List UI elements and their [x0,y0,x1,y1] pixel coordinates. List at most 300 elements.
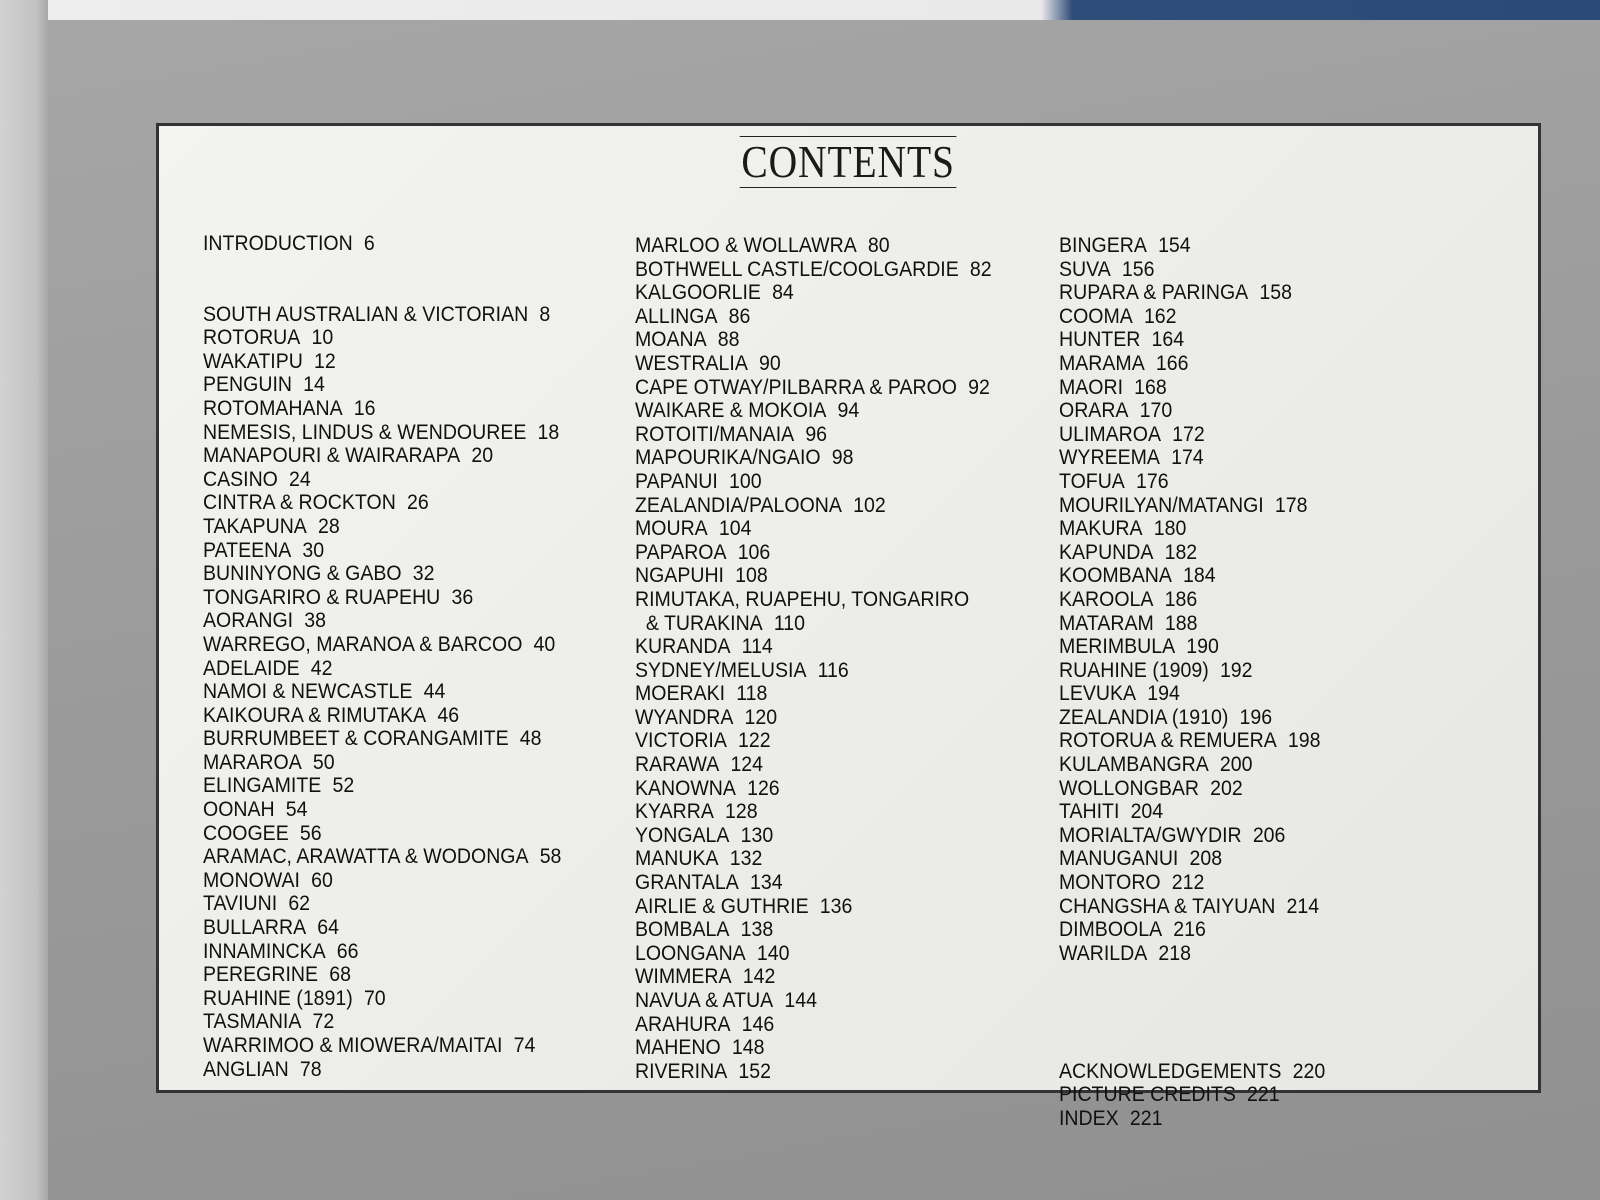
entry-page-number: 104 [718,517,752,541]
entry-title: MOERAKI [635,682,726,706]
entry-page-number: 98 [831,446,854,470]
contents-entry [203,845,561,869]
entry-title: MANUKA [635,847,719,871]
entry-page-number: 74 [513,1034,536,1057]
entry-title: KAIKOURA & RIMUTAKA [203,703,427,727]
entry-title: MANAPOURI & WAIRARAPA [203,444,461,468]
entry-page-number: 218 [1158,941,1192,965]
contents-entry [203,421,561,445]
entry-title: BOTHWELL CASTLE/COOLGARDIE [635,257,959,281]
entry-title: KALGOORLIE [635,281,761,305]
contents-entry [1059,942,1325,966]
contents-entry [203,774,561,798]
contents-column-2 [635,234,1019,1083]
entry-page-number: 142 [742,965,776,989]
contents-entry [1059,895,1325,919]
contents-column-1 [203,232,588,1081]
entry-title: RIMUTAKA, RUAPEHU, TONGARIRO [635,587,970,611]
contents-entry [203,680,561,704]
entry-page-number: 194 [1147,682,1180,706]
contents-entry [635,682,992,706]
entry-title: TOFUA [1059,469,1125,493]
contents-entry [203,303,561,327]
entry-page-number: 214 [1286,894,1320,918]
entry-title: ROTOMAHANA [203,396,343,420]
entry-title: VICTORIA [635,729,727,753]
entry-title: INTRODUCTION [203,232,353,255]
background-strip [48,0,1600,20]
entry-page-number: 114 [741,635,773,659]
contents-entry [1059,328,1325,352]
contents-entry [635,423,992,447]
entry-page-number: 60 [311,868,333,892]
entry-title: CHANGSHA & TAIYUAN [1059,894,1276,918]
entry-title: RUAHINE (1891) [203,986,353,1010]
entry-page-number: 134 [749,871,783,895]
entry-title: ARAMAC, ARAWATTA & WODONGA [203,845,529,869]
page-title: CONTENTS [741,136,956,187]
entry-title: MONOWAI [203,868,300,892]
entry-page-number: 96 [805,422,828,446]
entry-title: SOUTH AUSTRALIAN & VICTORIAN [203,302,529,326]
entry-page-number: 120 [744,705,778,729]
contents-entry [1059,305,1325,329]
contents-entry [1059,706,1325,730]
contents-entry [1059,729,1325,753]
entry-title: TAVIUNI [203,892,278,916]
title-block [159,136,1538,188]
contents-entry [635,1060,992,1084]
entry-page-number: 124 [730,753,764,777]
entry-page-number: 116 [817,658,849,682]
entry-title: NAVUA & ATUA [635,989,774,1012]
entry-title: MORIALTA/GWYDIR [1059,823,1242,847]
entry-page-number: 58 [539,845,562,869]
contents-entry [1059,352,1325,376]
entry-page-number: 64 [317,916,340,940]
entry-page-number: 44 [423,680,446,704]
entry-page-number: 102 [853,493,886,517]
entry-page-number: 92 [968,375,990,399]
entry-title: RIVERINA [635,1059,728,1083]
entry-title: SUVA [1059,257,1111,281]
entry-page-number: 138 [740,918,774,942]
entry-page-number: 182 [1164,540,1198,564]
contents-entry [203,515,561,539]
contents-entry [203,562,561,586]
contents-entry [1059,564,1325,588]
entry-page-number: 8 [539,302,551,326]
entry-title: KYARRA [635,800,714,824]
contents-entry [203,539,561,563]
entry-title: LOONGANA [635,941,746,965]
entry-title: & TURAKINA [635,611,763,635]
entry-title: ACKNOWLEDGEMENTS [1059,1059,1282,1083]
entry-title: BURRUMBEET & CORANGAMITE [203,727,509,751]
contents-entry [635,895,992,919]
entry-title: AIRLIE & GUTHRIE [635,894,809,918]
contents-entry [1059,541,1325,565]
entry-page-number: 146 [741,1012,775,1036]
contents-entry [203,751,561,775]
entry-title: CASINO [203,467,278,491]
contents-entry [635,612,992,636]
contents-entry [203,232,561,256]
contents-entry [635,541,992,565]
entry-title: HUNTER [1059,328,1141,352]
contents-entry [203,940,561,964]
entry-title: TASMANIA [203,1010,302,1034]
entry-title: KOOMBANA [1059,564,1172,588]
contents-entry [635,659,992,683]
contents-entry [635,824,992,848]
entry-title: MOURA [635,517,708,541]
entry-title: MONTORO [1059,871,1161,895]
entry-title: MERIMBULA [1059,635,1176,659]
contents-entry [635,989,992,1013]
entry-title: KAPUNDA [1059,540,1154,564]
entry-title: KURANDA [635,635,731,659]
entry-page-number: 220 [1292,1059,1326,1083]
contents-entry [635,328,992,352]
entry-title: KULAMBANGRA [1059,753,1209,777]
entry-page-number: 122 [738,729,771,753]
entry-page-number: 164 [1151,328,1185,352]
section-spacer [1059,1036,1345,1060]
entry-page-number: 162 [1143,304,1177,328]
entry-page-number: 132 [729,847,763,871]
entry-page-number: 206 [1252,823,1286,847]
entry-title: WYREEMA [1059,446,1160,470]
entry-page-number: 166 [1155,351,1189,375]
entry-page-number: 18 [537,420,560,444]
contents-entry [203,373,561,397]
contents-entry [1059,423,1325,447]
section-spacer [1059,965,1345,1012]
entry-page-number: 108 [735,564,768,588]
contents-entry [1059,588,1325,612]
entry-title: TAHITI [1059,800,1120,824]
contents-entry [635,281,992,305]
entry-page-number: 56 [299,821,322,845]
contents-entry [1059,470,1325,494]
entry-page-number: 200 [1219,753,1253,777]
contents-entry [635,635,992,659]
entry-title: RUAHINE (1909) [1059,658,1209,682]
entry-title: DIMBOOLA [1059,918,1163,942]
entry-title: CINTRA & ROCKTON [203,491,396,515]
entry-page-number: 110 [773,611,806,635]
contents-entry [1059,234,1325,258]
entry-page-number: 216 [1173,918,1206,942]
contents-entry [203,1010,561,1034]
entry-title: WIMMERA [635,965,732,989]
entry-title: MAORI [1059,375,1124,399]
entry-page-number: 82 [969,257,992,281]
contents-entry [635,494,992,518]
entry-title: BINGERA [1059,234,1147,257]
contents-entry [203,586,561,610]
entry-page-number: 140 [756,941,790,965]
entry-page-number: 192 [1219,658,1253,682]
entry-title: KANOWNA [635,776,736,800]
contents-entry [1059,871,1325,895]
entry-page-number: 170 [1139,399,1173,423]
contents-entry [203,963,561,987]
contents-entry [203,1058,561,1082]
entry-title: PAPANUI [635,469,718,493]
contents-entry [203,609,561,633]
entry-page-number: 12 [313,349,336,373]
entry-page-number: 62 [288,892,311,916]
entry-title: ROTORUA [203,326,301,350]
contents-entry [203,704,561,728]
entry-title: BULLARRA [203,916,307,940]
entry-title: AORANGI [203,609,294,633]
entry-title: WARRIMOO & MIOWERA/MAITAI [203,1034,503,1057]
entry-page-number: 10 [311,326,334,350]
entry-title: ROTOITI/MANAIA [635,422,795,446]
entry-title: PEREGRINE [203,963,319,987]
contents-entry [635,729,992,753]
entry-page-number: 86 [728,304,751,328]
entry-title: ZEALANDIA (1910) [1059,705,1229,729]
entry-page-number: 70 [363,986,386,1010]
contents-entry [1059,777,1325,801]
contents-entry [1059,612,1325,636]
contents-entry [1059,517,1325,541]
entry-title: MANUGANUI [1059,847,1179,871]
entry-page-number: 36 [451,585,474,609]
contents-entry [1059,659,1325,683]
entry-page-number: 196 [1239,705,1273,729]
entry-page-number: 54 [285,798,308,822]
entry-page-number: 90 [759,351,781,375]
entry-title: WARILDA [1059,941,1148,965]
contents-entry [203,892,561,916]
entry-title: SYDNEY/MELUSIA [635,658,807,682]
entry-page-number: 52 [332,774,355,798]
entry-page-number: 16 [353,396,376,420]
entry-title: COOMA [1059,304,1133,328]
contents-entry [635,965,992,989]
entry-page-number: 186 [1164,587,1198,611]
contents-column-3 [1059,234,1345,1130]
entry-title: MOURILYAN/MATANGI [1059,493,1264,517]
entry-page-number: 68 [329,963,351,987]
entry-title: CAPE OTWAY/PILBARRA & PAROO [635,375,957,399]
entry-title: BOMBALA [635,918,730,942]
contents-entry [203,326,561,350]
entry-title: YONGALA [635,823,730,847]
entry-page-number: 20 [471,444,494,468]
entry-page-number: 40 [533,632,556,656]
contents-entry [635,800,992,824]
contents-entry [635,942,992,966]
entry-page-number: 172 [1172,422,1205,446]
contents-entry [1059,399,1325,423]
contents-entry [203,491,561,515]
contents-entry [1059,1107,1325,1131]
contents-entry [1059,1060,1325,1084]
contents-entry [635,588,992,612]
entry-page-number: 188 [1164,611,1198,635]
entry-page-number: 221 [1129,1106,1163,1130]
entry-page-number: 184 [1183,564,1216,588]
entry-page-number: 32 [412,562,435,586]
entry-page-number: 42 [310,656,333,680]
entry-page-number: 80 [867,234,890,257]
contents-entry [203,727,561,751]
entry-title: PATEENA [203,538,292,562]
entry-page-number: 100 [729,469,762,493]
contents-entry [635,305,992,329]
contents-entry [203,397,561,421]
entry-page-number: 198 [1287,729,1321,753]
entry-title: INDEX [1059,1106,1119,1130]
entry-title: WAKATIPU [203,349,303,373]
contents-entry [203,1034,561,1058]
entry-title: WAIKARE & MOKOIA [635,399,827,423]
contents-entry [1059,1083,1325,1107]
entry-title: PAPAROA [635,540,727,564]
entry-title: MOANA [635,328,707,352]
contents-overlay [156,123,1541,1130]
contents-entry [635,517,992,541]
entry-title: ARAHURA [635,1012,731,1036]
entry-title: ELINGAMITE [203,774,322,798]
entry-page-number: 84 [772,281,794,305]
entry-page-number: 24 [289,467,311,491]
contents-entry [1059,376,1325,400]
entry-page-number: 148 [731,1036,765,1060]
entry-page-number: 174 [1171,446,1204,470]
entry-page-number: 202 [1210,776,1243,800]
contents-entry [635,1036,992,1060]
contents-entry [635,706,992,730]
entry-page-number: 130 [740,823,774,847]
contents-entry [203,987,561,1011]
entry-title: WYANDRA [635,705,734,729]
entry-page-number: 158 [1259,281,1292,305]
entry-page-number: 190 [1186,635,1219,659]
contents-entry [1059,494,1325,518]
entry-page-number: 72 [312,1010,335,1034]
section-spacer [203,256,588,303]
entry-title: OONAH [203,798,275,822]
entry-title: TAKAPUNA [203,514,307,538]
contents-entry [1059,635,1325,659]
entry-page-number: 46 [437,703,460,727]
entry-page-number: 176 [1136,469,1169,493]
entry-title: RARAWA [635,753,720,777]
entry-page-number: 48 [519,727,542,751]
contents-entry [635,918,992,942]
contents-entry [1059,753,1325,777]
contents-entry [635,871,992,895]
contents-entry [635,1013,992,1037]
entry-page-number: 180 [1153,517,1187,541]
entry-title: ANGLIAN [203,1057,289,1081]
contents-entry [1059,446,1325,470]
entry-page-number: 106 [737,540,771,564]
entry-page-number: 38 [304,609,326,633]
contents-entry [635,258,992,282]
contents-entry [203,633,561,657]
contents-entry [203,822,561,846]
contents-entry [635,753,992,777]
entry-page-number: 126 [747,776,780,800]
contents-entry [203,468,561,492]
contents-entry [635,446,992,470]
contents-entry [203,869,561,893]
entry-page-number: 14 [303,373,325,397]
entry-page-number: 66 [336,939,359,963]
entry-page-number: 94 [837,399,860,423]
entry-title: MARAROA [203,750,302,774]
contents-entry [635,777,992,801]
entry-page-number: 221 [1247,1083,1280,1107]
entry-page-number: 6 [363,232,375,255]
entry-title: PENGUIN [203,373,292,397]
contents-entry [635,470,992,494]
entry-page-number: 88 [717,328,740,352]
entry-title: WESTRALIA [635,351,748,375]
entry-title: KAROOLA [1059,587,1154,611]
entry-title: PICTURE CREDITS [1059,1083,1236,1107]
entry-title: INNAMINCKA [203,939,326,963]
entry-title: ULIMAROA [1059,422,1162,446]
entry-page-number: 178 [1274,493,1308,517]
contents-entry [635,376,992,400]
contents-entry [1059,847,1325,871]
entry-title: WARREGO, MARANOA & BARCOO [203,632,523,656]
entry-title: MARLOO & WOLLAWRA [635,234,857,257]
entry-page-number: 208 [1189,847,1223,871]
entry-title: MARAMA [1059,351,1145,375]
book-left-edge [0,0,52,1200]
contents-entry [1059,682,1325,706]
contents-entry [203,444,561,468]
contents-entry [1059,258,1325,282]
entry-page-number: 128 [725,800,758,824]
contents-entry [635,234,992,258]
entry-title: MAHENO [635,1036,721,1060]
entry-title: ALLINGA [635,304,718,328]
contents-entry [1059,918,1325,942]
entry-title: MAKURA [1059,517,1143,541]
entry-title: ROTORUA & REMUERA [1059,729,1277,753]
contents-entry [1059,281,1325,305]
entry-page-number: 212 [1171,871,1205,895]
entry-title: LEVUKA [1059,682,1137,706]
entry-page-number: 136 [819,894,853,918]
contents-entry [203,657,561,681]
entry-title: ZEALANDIA/PALOONA [635,493,842,517]
entry-page-number: 50 [312,750,335,774]
contents-entry [635,399,992,423]
entry-title: ORARA [1059,399,1129,423]
contents-entry [1059,800,1325,824]
entry-page-number: 30 [302,538,325,562]
entry-title: ADELAIDE [203,656,300,680]
entry-title: MAPOURIKA/NGAIO [635,446,821,470]
entry-page-number: 152 [738,1059,771,1083]
contents-entry [635,847,992,871]
entry-title: NAMOI & NEWCASTLE [203,680,413,704]
entry-title: RUPARA & PARINGA [1059,281,1249,305]
entry-page-number: 26 [406,491,429,515]
